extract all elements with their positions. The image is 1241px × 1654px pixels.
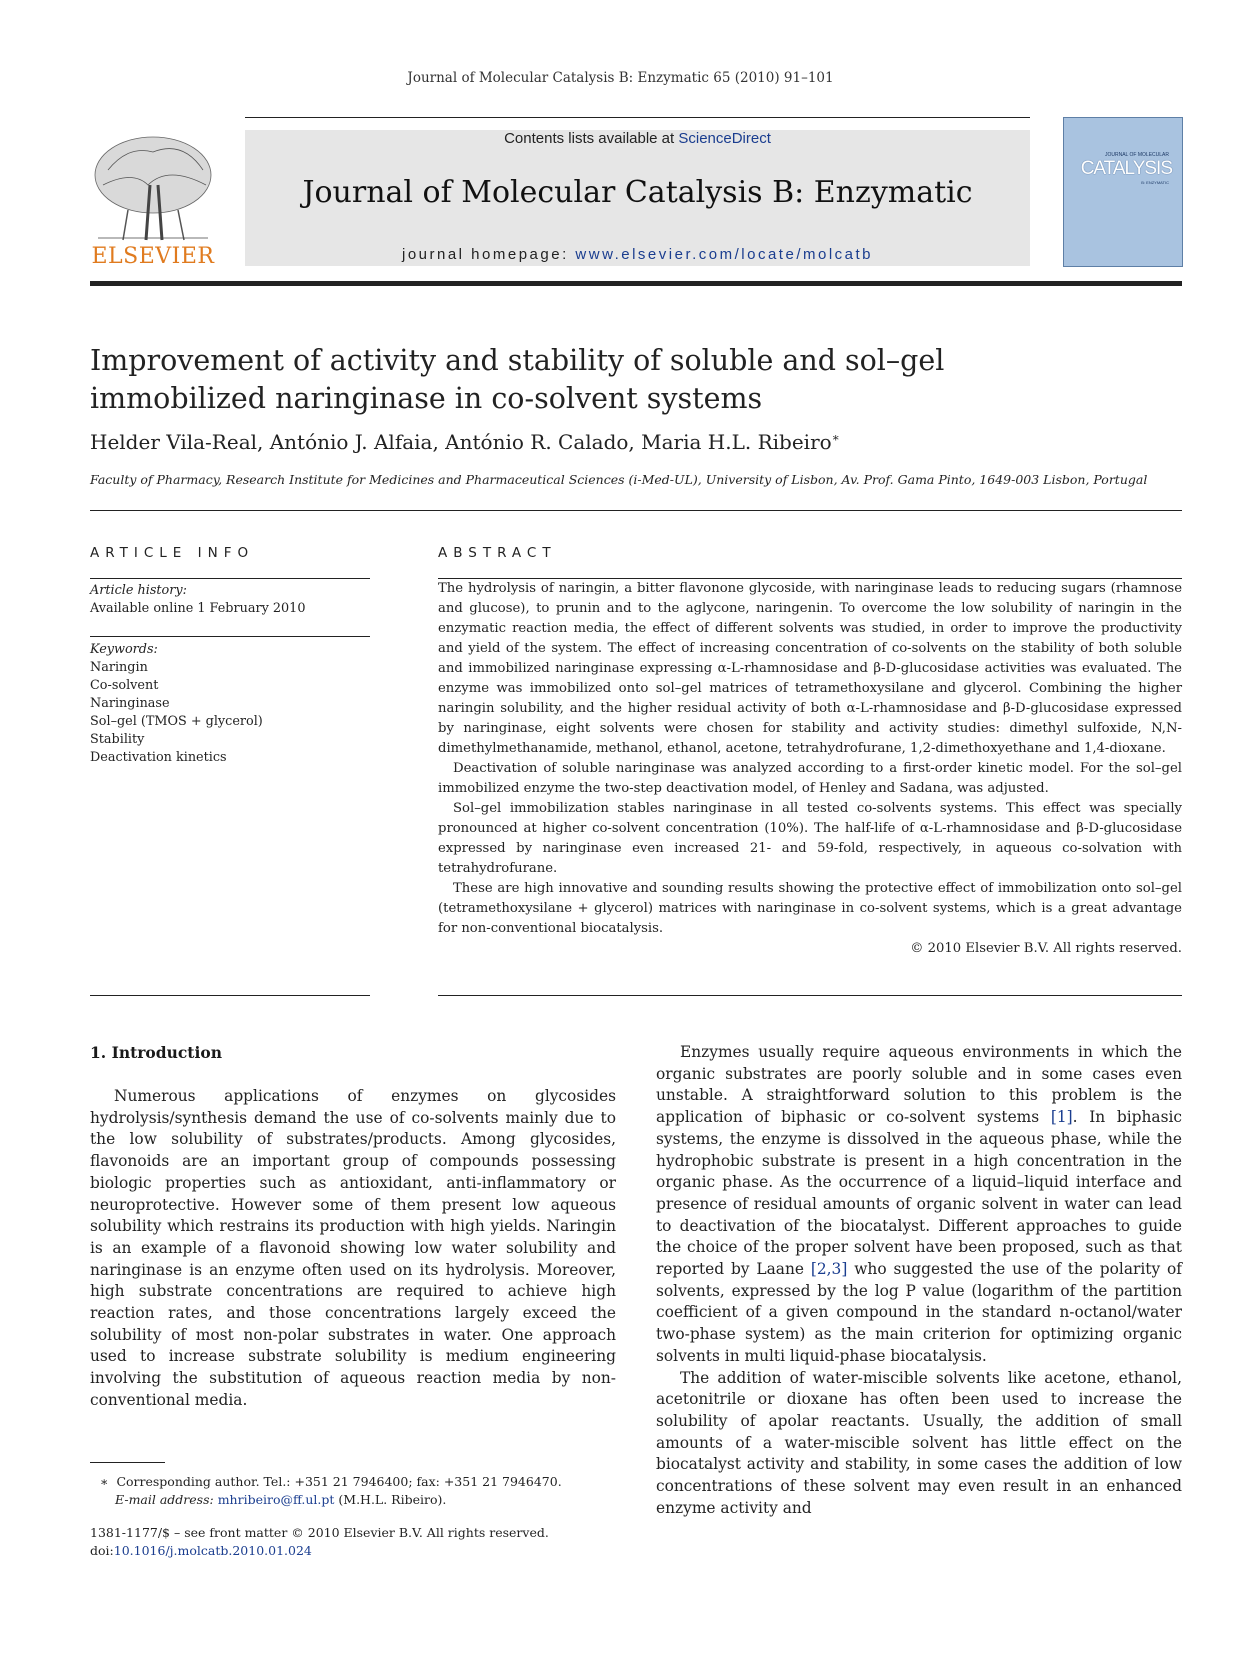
abstract-paragraph: These are high innovative and sounding results showing the protective effect of immobilization onto sol–gel (tetramethoxysilane + glycerol) matrices with naringinase in co-solvent systems, which is a great advantage for non-conventional biocatalysis. [438,881,1182,936]
masthead-thick-rule [90,281,1182,286]
email-suffix: (M.H.L. Ribeiro). [334,1492,447,1507]
journal-title: Journal of Molecular Catalysis B: Enzymatic [302,175,973,210]
doi-link[interactable]: 10.1016/j.molcatb.2010.01.024 [113,1543,312,1558]
article-info-heading: ARTICLE INFO [90,545,255,561]
affiliation: Faculty of Pharmacy, Research Institute for Medicines and Pharmaceutical Sciences (i-Med-UL), University of Lisbon, Av. Prof. Gama Pinto, 1649-003 Lisbon, Portugal [90,472,1148,487]
article-title: Improvement of activity and stability of soluble and sol–gel immobilized naringinase in co-solvent systems [90,344,945,415]
abstract-body [438,579,1182,959]
email-label: E-mail address: [115,1492,218,1507]
keyword-item: Deactivation kinetics [90,750,227,765]
keywords-label: Keywords: [90,642,158,657]
section-heading-introduction: 1. Introduction [90,1043,222,1062]
body-text: Enzymes usually require aqueous environments in which the organic substrates are poorly soluble and in some cases even unstable. A straightforward solution to this problem is the application of biphasic or co-solvent systems [656,1043,1182,1127]
doi-label: doi: [90,1543,114,1558]
footnote-email [115,1491,635,1508]
abstract-paragraph: Sol–gel immobilization stables naringinase in all tested co-solvents systems. This effect was specially pronounced at higher co-solvent concentration (10%). The half-life of α-L-rhamnosidase and β-D-glucosidase expressed by naringinase even increased 21- and 59-fold, respectively, in aqueous co-solvation with tetrahydrofurane. [438,801,1182,876]
authors-text: Helder Vila-Real, António J. Alfaia, António R. Calado, Maria H.L. Ribeiro [90,430,832,454]
affiliation-rule [90,510,1182,511]
cover-sub-text: B: ENZYMATIC [1141,180,1169,185]
body-paragraph [656,1042,1182,1368]
homepage-prefix: journal homepage: [401,246,576,263]
author-list [90,430,1190,454]
running-header: Journal of Molecular Catalysis B: Enzymatic 65 (2010) 91–101 [407,70,834,86]
contents-line [245,130,1030,147]
abstract-bottom-rule [438,995,1182,996]
email-link[interactable]: mhribeiro@ff.ul.pt [217,1492,335,1507]
article-history [90,582,370,618]
keyword-item: Co-solvent [90,678,159,693]
cover-catalysis-text: CATALYSIS [1080,158,1172,179]
abstract-heading: ABSTRACT [438,545,557,561]
body-text: who suggested the use of the polarity of solvents, expressed by the log P value (logarithm of the partition coefficient of a given compound in the standard n-octanol/water two-phase system) as the main criterion for optimizing organic solvents in multi liquid-phase biocatalysis. [656,1260,1182,1365]
keywords-block [90,641,370,767]
body-left-column [90,1086,616,1412]
corresponding-author-mark[interactable]: ∗ [831,430,840,445]
keyword-item: Naringinase [90,696,170,711]
footnote-corresponding [100,1473,620,1490]
abstract-paragraph: Deactivation of soluble naringinase was analyzed according to a first-order kinetic model. For the sol–gel immobilized enzyme the two-step deactivation model, of Henley and Sadana, was adjusted. [438,761,1182,796]
body-right-column [656,1042,1182,1519]
keyword-item: Naringin [90,660,148,675]
sciencedirect-link[interactable]: ScienceDirect [678,130,771,147]
issn-line: 1381-1177/$ – see front matter © 2010 Elsevier B.V. All rights reserved. [90,1525,549,1540]
journal-cover-thumbnail [1063,117,1183,267]
doi-line [90,1542,690,1559]
article-info-rule-2 [90,636,370,637]
header-rule [245,117,1030,118]
history-value: Available online 1 February 2010 [90,601,306,616]
keyword-item: Sol–gel (TMOS + glycerol) [90,714,263,729]
homepage-url-link[interactable]: www.elsevier.com/locate/molcatb [575,246,874,263]
body-paragraph: The addition of water-miscible solvents like acetone, ethanol, acetonitrile or dioxane has often been used to increase the solubility of apolar reactants. Usually, the addition of small amounts of a water-miscible solvent has little effect on the biocatalyst activity and stability, in some cases the addition of low concentrations of these solvent may even result in an enhanced enzyme activity and [656,1368,1182,1517]
corresponding-author-text: Corresponding author. Tel.: +351 21 7946400; fax: +351 21 7946470. [116,1474,562,1489]
history-label: Article history: [90,583,187,598]
abstract-paragraph: The hydrolysis of naringin, a bitter flavonone glycoside, with naringinase leads to reducing sugars (rhamnose and glucose), to prunin and to the aglycone, naringenin. To overcome the low solubility of naringin in the enzymatic reaction media, the effect of different solvents was studied, in order to improve the productivity and yield of the system. The effect of increasing concentration of co-solvents on the stability of both soluble and immobilized naringinase expressing α-L-rhamnosidase and β-D-glucosidase activities was evaluated. The enzyme was immobilized onto sol–gel matrices of tetramethoxysilane and glycerol. Combining the higher naringin solubility, and the higher residual activity of both α-L-rhamnosidase and β-D-glucosidase expressed by naringinase, eight solvents were chosen for stability and activity studies: dimethyl sulfoxide, N,N-dimethylmethanamide, methanol, ethanol, acetone, tetrahydrofurane, 1,2-dimethoxyethane and 1,4-dioxane. [438,581,1182,756]
body-text: . In biphasic systems, the enzyme is dissolved in the aqueous phase, while the hydrophobic substrate is present in a high concentration in the organic phase. As the occurrence of a liquid–liquid interface and presence of residual amounts of organic solvent in water can lead to deactivation of the biocatalyst. Different approaches to guide the choice of the proper solvent have been proposed, such as that reported by Laane [656,1108,1183,1279]
citation-link[interactable]: [2,3] [810,1260,848,1279]
abstract-copyright: © 2010 Elsevier B.V. All rights reserved. [910,941,1182,956]
footnote-rule [90,1462,165,1463]
cover-top-text: JOURNAL OF MOLECULAR [1105,152,1169,158]
elsevier-wordmark: ELSEVIER [91,244,215,269]
keyword-item: Stability [90,732,145,747]
journal-homepage [245,246,1030,263]
footnote-mark: ∗ [100,1474,109,1489]
contents-prefix: Contents lists available at [504,130,679,147]
body-paragraph: Numerous applications of enzymes on glycosides hydrolysis/synthesis demand the use of co-solvents mainly due to the low solubility of substrates/products. Among glycosides, flavonoids are an important group of compounds possessing biologic properties such as antioxidant, anti-inflammatory or neuroprotective. However some of them present low aqueous solubility which restrains its production with high yields. Naringin is an example of a flavonoid showing low water solubility and naringinase is an enzyme often used on its hydrolysis. Moreover, high substrate concentrations are required to achieve high reaction rates, and those concentrations largely exceed the solubility of most non-polar substrates in water. One approach used to increase substrate solubility is medium engineering involving the substitution of aqueous reaction media by non-conventional media. [90,1087,616,1409]
article-info-rule-1 [90,578,370,579]
citation-link[interactable]: [1] [1050,1108,1073,1127]
article-info-bottom-rule [90,995,370,996]
